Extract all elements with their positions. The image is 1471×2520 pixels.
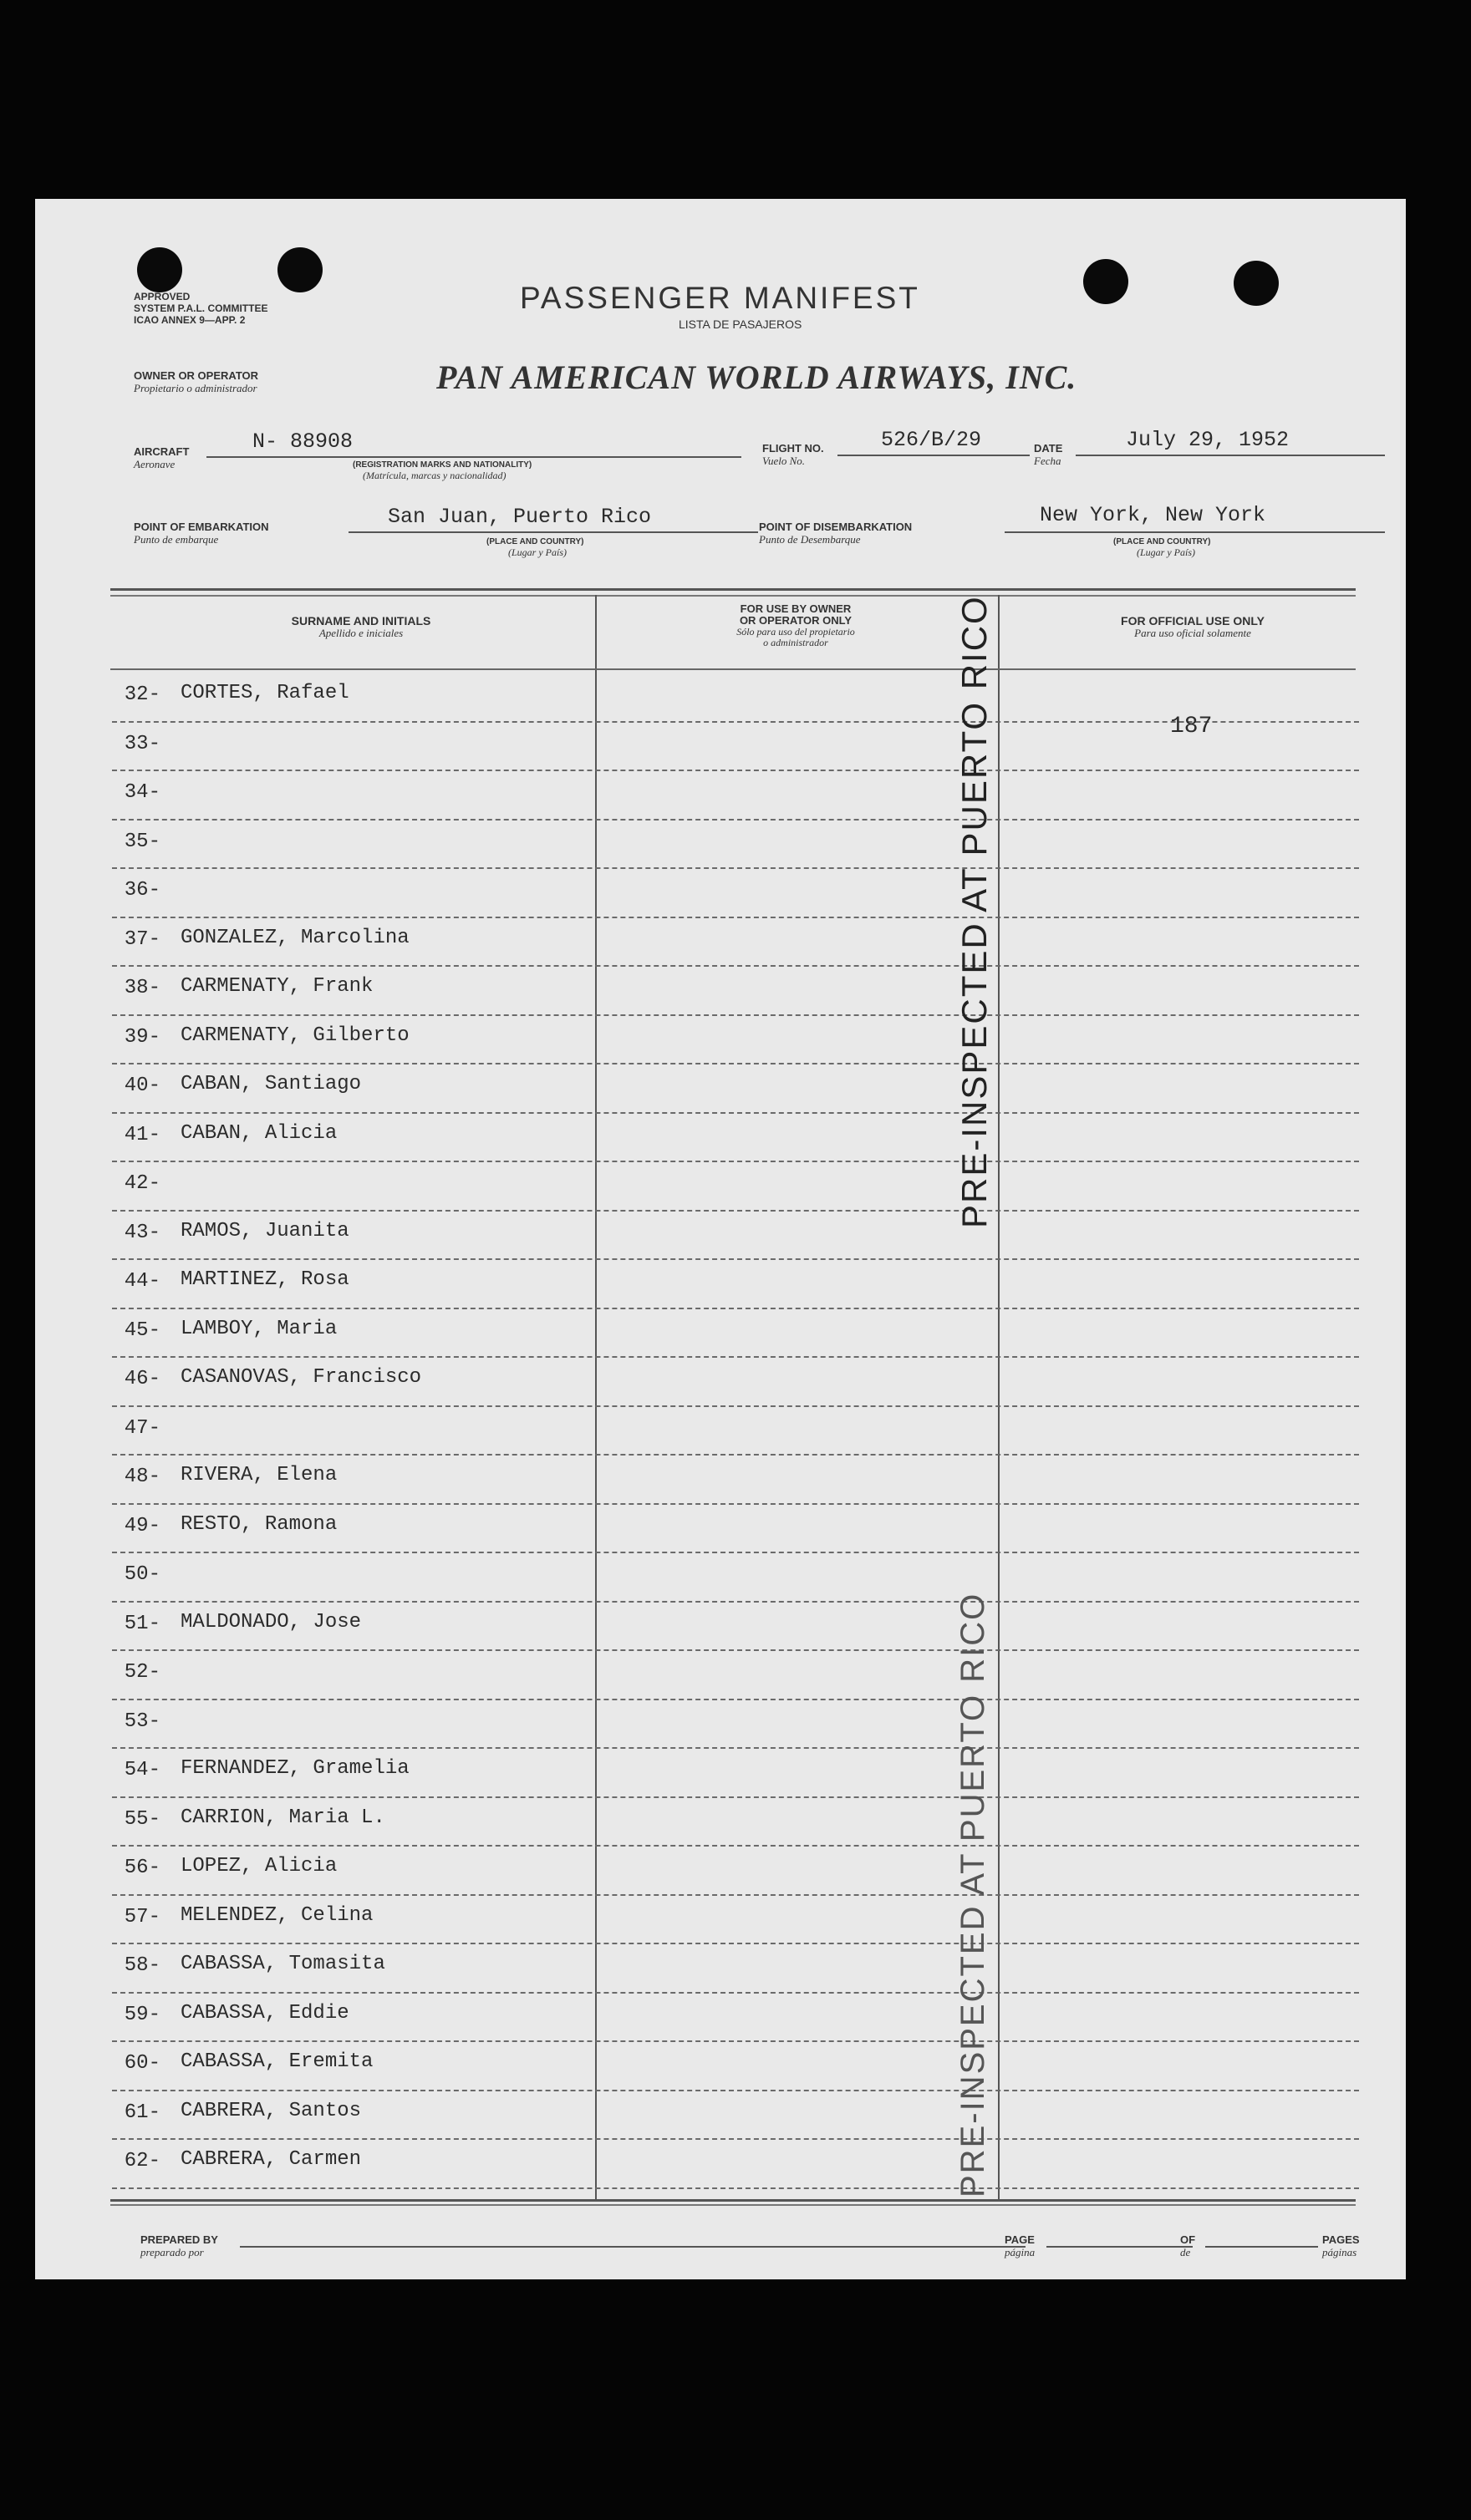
of-label-en: OF — [1180, 2233, 1196, 2246]
column-header-owner — [612, 603, 980, 648]
row-number: 32- — [124, 683, 160, 706]
row-divider — [112, 1405, 1359, 1407]
embarkation-label-en: POINT OF EMBARKATION — [134, 521, 269, 533]
passenger-name: MALDONADO, Jose — [181, 1610, 362, 1633]
date-value: July 29, 1952 — [1126, 428, 1290, 452]
row-number: 43- — [124, 1221, 160, 1244]
row-divider — [112, 1356, 1359, 1358]
row-divider — [112, 1503, 1359, 1505]
row-divider — [112, 1943, 1359, 1944]
passenger-name: MARTINEZ, Rosa — [181, 1268, 349, 1291]
column-header-owner-es: Sólo para uso del propietario o administrador — [736, 626, 855, 648]
row-divider — [112, 1601, 1359, 1603]
passenger-name: LAMBOY, Maria — [181, 1317, 338, 1340]
row-divider — [112, 965, 1359, 967]
row-number: 59- — [124, 2003, 160, 2026]
row-number: 42- — [124, 1172, 160, 1195]
passenger-name: CABASSA, Eremita — [181, 2050, 374, 2073]
of-label — [1180, 2234, 1195, 2259]
row-number: 51- — [124, 1612, 160, 1635]
embarkation-value: San Juan, Puerto Rico — [388, 505, 652, 529]
of-label-es: de — [1180, 2246, 1191, 2258]
column-header-official-es: Para uso oficial solamente — [1134, 627, 1251, 639]
punch-hole — [1234, 261, 1279, 306]
prepared-by-label — [140, 2234, 218, 2259]
row-divider — [112, 2138, 1359, 2140]
passenger-name: FERNANDEZ, Gramelia — [181, 1757, 410, 1780]
row-divider — [112, 1894, 1359, 1896]
aircraft-label — [134, 446, 189, 471]
row-divider — [112, 1845, 1359, 1847]
page-label-es: página — [1005, 2246, 1036, 2258]
row-divider — [112, 1649, 1359, 1651]
row-number: 46- — [124, 1368, 160, 1390]
row-number: 41- — [124, 1123, 160, 1146]
date-label — [1034, 443, 1062, 468]
row-number: 56- — [124, 1857, 160, 1879]
passenger-name: RIVERA, Elena — [181, 1464, 338, 1486]
disembarkation-note: (PLACE AND COUNTRY) — [1113, 537, 1211, 546]
row-number: 39- — [124, 1025, 160, 1049]
date-label-en: DATE — [1034, 442, 1063, 455]
pages-label — [1322, 2234, 1360, 2259]
pages-label-en: PAGES — [1322, 2233, 1360, 2246]
row-divider — [112, 917, 1359, 918]
approval-line: SYSTEM P.A.L. COMMITTEE — [134, 302, 268, 314]
document-title: PASSENGER MANIFEST — [520, 281, 920, 315]
approval-line: APPROVED — [134, 291, 191, 302]
row-divider — [112, 2090, 1359, 2091]
row-number: 55- — [124, 1807, 160, 1831]
row-number: 58- — [124, 1954, 160, 1977]
row-divider — [112, 1063, 1359, 1064]
punch-hole — [137, 247, 182, 292]
punch-hole — [277, 247, 323, 292]
row-divider — [112, 1454, 1359, 1456]
row-number: 62- — [124, 2150, 160, 2172]
row-divider — [112, 2040, 1359, 2042]
page-label-en: PAGE — [1005, 2233, 1035, 2246]
passenger-name: CARMENATY, Frank — [181, 975, 374, 998]
prepared-by-en: PREPARED BY — [140, 2233, 218, 2246]
row-divider — [112, 1161, 1359, 1162]
aircraft-label-en: AIRCRAFT — [134, 445, 190, 458]
column-header-owner-en: FOR USE BY OWNER OR OPERATOR ONLY — [739, 602, 853, 627]
official-count: 187 — [1170, 714, 1213, 739]
aircraft-value: N- 88908 — [252, 429, 354, 454]
column-header-surname-en: SURNAME AND INITIALS — [291, 614, 431, 627]
aircraft-label-es: Aeronave — [134, 458, 176, 470]
owner-label — [134, 370, 258, 395]
aircraft-note-es: (Matrícula, marcas y nacionalidad) — [363, 470, 506, 481]
passenger-name: RAMOS, Juanita — [181, 1219, 349, 1242]
airline-name: PAN AMERICAN WORLD AIRWAYS, INC. — [436, 358, 1077, 396]
disembarkation-note-es: (Lugar y País) — [1137, 546, 1195, 558]
row-divider — [112, 1747, 1359, 1749]
passenger-name: RESTO, Ramona — [181, 1512, 338, 1536]
disembarkation-label-es: Punto de Desembarque — [759, 533, 861, 546]
passenger-name: CASANOVAS, Francisco — [181, 1366, 422, 1389]
row-number: 44- — [124, 1270, 160, 1293]
owner-label-es: Propietario o administrador — [134, 382, 257, 394]
passenger-name: CARRION, Maria L. — [181, 1806, 385, 1829]
row-number: 52- — [124, 1661, 160, 1684]
row-number: 34- — [124, 781, 160, 804]
row-divider — [112, 1699, 1359, 1700]
manifest-sheet — [35, 199, 1406, 2279]
row-divider — [112, 819, 1359, 821]
date-label-es: Fecha — [1034, 455, 1061, 467]
row-divider — [112, 1796, 1359, 1798]
embarkation-label-es: Punto de embarque — [134, 533, 219, 546]
passenger-name: MELENDEZ, Celina — [181, 1903, 374, 1927]
column-header-surname-es: Apellido e iniciales — [318, 627, 404, 639]
embarkation-note: (PLACE AND COUNTRY) — [486, 537, 584, 546]
row-number: 53- — [124, 1710, 160, 1733]
flight-value: 526/B/29 — [881, 428, 982, 452]
row-number: 37- — [124, 927, 160, 951]
column-header-surname — [144, 615, 578, 640]
column-header-official — [1017, 615, 1368, 640]
row-number: 54- — [124, 1759, 160, 1781]
owner-label-en: OWNER OR OPERATOR — [134, 369, 259, 382]
row-number: 50- — [124, 1563, 160, 1586]
row-number: 49- — [124, 1514, 160, 1537]
row-number: 40- — [124, 1075, 160, 1097]
document-subtitle: LISTA DE PASAJEROS — [679, 318, 802, 331]
row-number: 60- — [124, 2052, 160, 2075]
aircraft-note: (REGISTRATION MARKS AND NATIONALITY) — [353, 460, 532, 470]
row-divider — [112, 2187, 1359, 2189]
passenger-name: CABAN, Alicia — [181, 1121, 338, 1145]
row-divider — [112, 1014, 1359, 1016]
page-label — [1005, 2234, 1035, 2259]
row-number: 47- — [124, 1416, 160, 1440]
row-number: 45- — [124, 1318, 160, 1342]
inspection-stamp: PRE-INSPECTED AT PUERTO RICO — [954, 1592, 991, 2197]
passenger-name: CABASSA, Tomasita — [181, 1953, 385, 1975]
embarkation-label — [134, 521, 269, 546]
pages-label-es: páginas — [1322, 2246, 1357, 2258]
row-number: 35- — [124, 830, 160, 853]
row-number: 33- — [124, 732, 160, 755]
row-divider — [112, 867, 1359, 869]
passenger-name: GONZALEZ, Marcolina — [181, 926, 410, 949]
disembarkation-label — [759, 521, 912, 546]
row-number: 48- — [124, 1466, 160, 1488]
row-number: 61- — [124, 2101, 160, 2124]
row-divider — [112, 1210, 1359, 1212]
flight-label-es: Vuelo No. — [762, 455, 806, 467]
passenger-name: CARMENATY, Gilberto — [181, 1024, 410, 1047]
approval-line: ICAO ANNEX 9—APP. 2 — [134, 314, 246, 326]
row-number: 36- — [124, 879, 160, 902]
row-divider — [112, 1112, 1359, 1114]
embarkation-note-es: (Lugar y País) — [508, 546, 567, 558]
column-header-official-en: FOR OFFICIAL USE ONLY — [1121, 614, 1265, 627]
punch-hole — [1083, 259, 1128, 304]
disembarkation-label-en: POINT OF DISEMBARKATION — [759, 521, 913, 533]
inspection-stamp: PRE-INSPECTED AT PUERTO RICO — [954, 595, 994, 1228]
row-divider — [112, 1258, 1359, 1260]
passenger-name: CABAN, Santiago — [181, 1073, 362, 1095]
prepared-by-es: preparado por — [140, 2246, 204, 2258]
row-divider — [112, 1308, 1359, 1309]
passenger-name: LOPEZ, Alicia — [181, 1855, 338, 1877]
row-divider — [112, 1992, 1359, 1994]
passenger-name: CORTES, Rafael — [181, 682, 349, 704]
passenger-name: CABRERA, Santos — [181, 2099, 362, 2122]
row-number: 38- — [124, 977, 160, 999]
flight-label-en: FLIGHT NO. — [762, 442, 824, 455]
flight-label — [762, 443, 824, 468]
row-divider — [112, 770, 1359, 771]
passenger-name: CABASSA, Eddie — [181, 2001, 349, 2025]
approval-block — [134, 291, 267, 326]
disembarkation-value: New York, New York — [1040, 503, 1266, 527]
passenger-name: CABRERA, Carmen — [181, 2148, 362, 2171]
row-divider — [112, 1552, 1359, 1553]
row-number: 57- — [124, 1905, 160, 1928]
